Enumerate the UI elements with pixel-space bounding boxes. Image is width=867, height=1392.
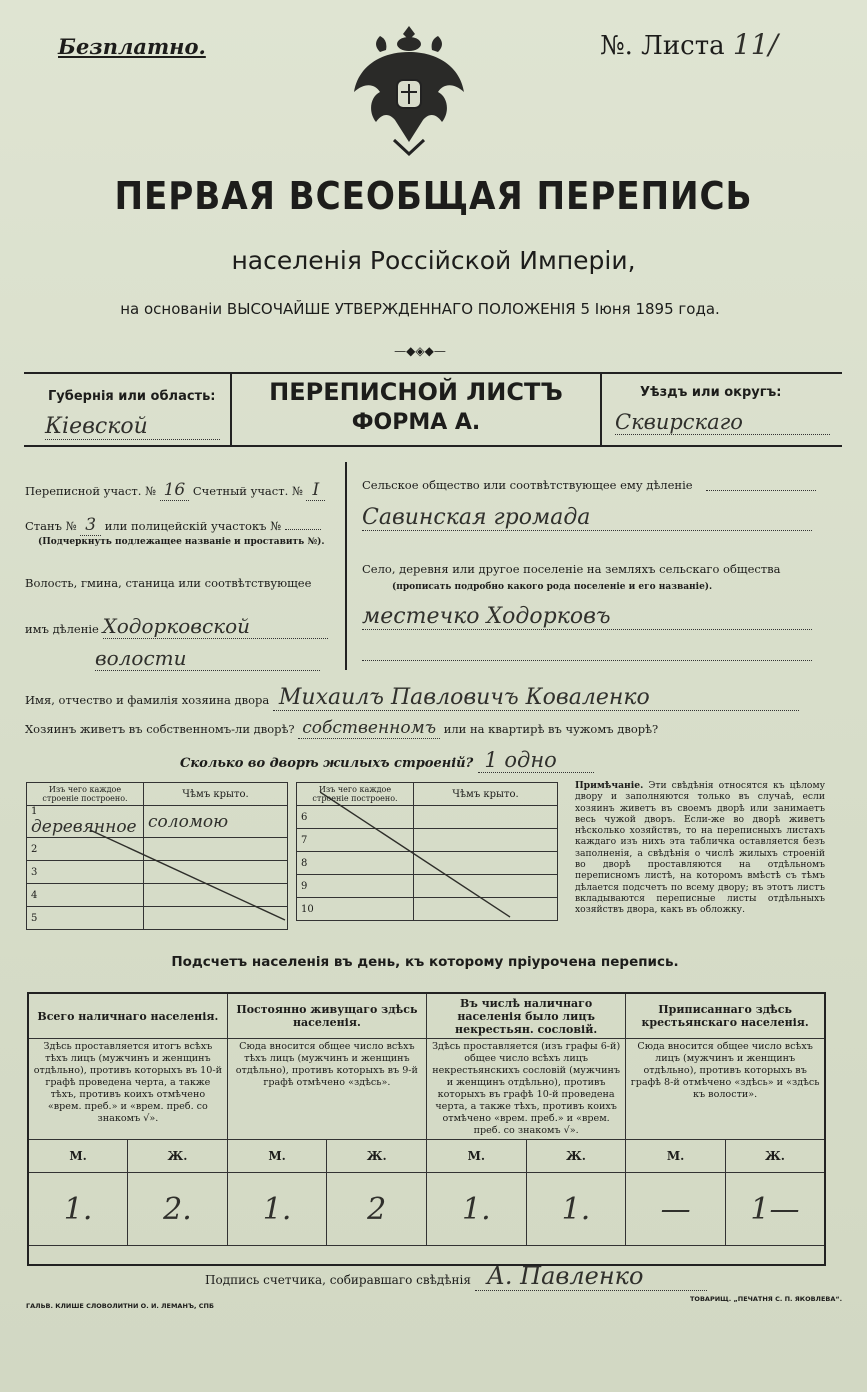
police-label: или полицейскій участокъ № — [104, 519, 282, 533]
subtitle: населенія Россійской Имперіи, — [231, 246, 636, 275]
society-value: Савинская громада — [362, 505, 812, 531]
count-label: Счетный участ. № — [192, 484, 303, 498]
uezd-value: Сквирскаго — [615, 410, 830, 435]
volost-label-2: имъ дѣленіе — [25, 622, 99, 636]
nonpeasant-f: 1. — [526, 1173, 626, 1246]
uezd-label: Уѣздъ или округъ: — [640, 385, 782, 400]
row-8: 8 — [297, 852, 414, 875]
col-nonpeasant-head: Въ числѣ наличнаго населенія было лицъ некрестьян. сословій. — [427, 993, 626, 1039]
imperial-eagle-emblem — [350, 22, 468, 157]
district-row — [25, 480, 325, 500]
sheet-number-value: 11/ — [732, 28, 778, 61]
volost-value-2: волости — [95, 646, 320, 671]
f-label-4: Ж. — [725, 1140, 825, 1173]
row-1: 1 деревянное — [27, 806, 144, 838]
volost-row — [25, 614, 328, 639]
stan-label: Станъ № — [25, 519, 77, 533]
total-m: 1. — [28, 1173, 128, 1246]
stan-value: 3 — [80, 515, 101, 536]
col-peasant-desc: Сюда вносится общее число всѣхъ лицъ (мужчинъ и женщинъ отдѣльно), противъ которыхъ въ графѣ 8-й отмѣчено «здѣсь» и «здѣсь къ волости». — [626, 1039, 825, 1140]
owner-row — [25, 685, 799, 711]
buildings-value: 1 одно — [478, 748, 594, 773]
total-f: 2. — [128, 1173, 228, 1246]
col-nonpeasant-desc: Здѣсь проставляется (изъ графы 6-й) общее число всѣхъ лицъ некрестьянскихъ сословій (мужчинъ и женщинъ отдѣльно), противъ которыхъ въ графѣ 10-й проведена черта, а также тѣхъ, противъ коихъ отмѣчено «врем. преб.» и «врем. преб. со знакомъ √». — [427, 1039, 626, 1140]
m-label-3: М. — [427, 1140, 527, 1173]
province-label: Губернія или область: — [48, 389, 216, 404]
population-title: Подсчетъ населенія въ день, къ которому пріурочена перепись. — [171, 954, 679, 970]
lives-label: Хозяинъ живетъ въ собственномъ-ли дворѣ? — [25, 722, 295, 736]
village-note: (прописать подробно какого рода поселеніе и его названіе). — [392, 582, 713, 592]
strike-line-right — [320, 792, 520, 922]
peasant-f: 1— — [725, 1173, 825, 1246]
form-title: ПЕРЕПИСНОЙ ЛИСТЪ — [269, 378, 563, 406]
col-roof-left: Чѣмъ крыто. — [144, 783, 288, 806]
resident-m: 1. — [227, 1173, 327, 1246]
footer-right: ТОВАРИЩ. „ПЕЧАТНЯ С. П. ЯКОВЛЕВА“. — [690, 1295, 843, 1303]
owner-name-value: Михаилъ Павловичъ Коваленко — [273, 685, 799, 711]
f-label-1: Ж. — [128, 1140, 228, 1173]
village-value: местечко Ходорковъ — [362, 604, 812, 630]
count-value: I — [306, 480, 325, 501]
note-block — [575, 780, 825, 916]
volost-value-1: Ходорковской — [103, 614, 328, 639]
lives-row — [25, 718, 658, 738]
district-value: 16 — [160, 480, 190, 501]
sheet-number — [600, 28, 778, 61]
ornament-divider: —◆◈◆— — [394, 344, 446, 358]
note-label: Примѣчаніе. — [575, 780, 644, 791]
owner-name-label: Имя, отчество и фамилія хозяина двора — [25, 693, 270, 707]
m-label-4: М. — [626, 1140, 726, 1173]
underline-note: (Подчеркнуть подлежащее названіе и проставить №). — [38, 537, 325, 547]
resident-f: 2 — [327, 1173, 427, 1246]
col-total-head: Всего наличнаго населенія. — [28, 993, 227, 1039]
stan-row — [25, 515, 321, 535]
col-roof-right: Чѣмъ крыто. — [414, 783, 558, 806]
signature-row — [205, 1262, 707, 1291]
society-label: Сельское общество или соотвѣтствующее ему дѣленіе — [362, 478, 693, 492]
row1-from: деревянное — [31, 817, 137, 837]
nonpeasant-m: 1. — [427, 1173, 527, 1246]
lives-label-2: или на квартирѣ въ чужомъ дворѣ? — [443, 722, 659, 736]
col-resident-desc: Сюда вносится общее число всѣхъ тѣхъ лицъ (мужчинъ и женщинъ отдѣльно), противъ которыхъ въ 9-й графѣ отмѣчено «здѣсь». — [227, 1039, 426, 1140]
volost-label: Волость, гмина, станица или соотвѣтствующее — [25, 576, 312, 590]
f-label-3: Ж. — [526, 1140, 626, 1173]
note-text: Эти свѣдѣнія относятся къ цѣлому двору и заполняются только въ случаѣ, если хозяинъ живетъ въ своемъ дворѣ или занимаетъ весь чужой дворъ. Если-же во дворѣ живетъ нѣсколько хозяйствъ, то на переписныхъ листахъ каждаго изъ нихъ эта табличка оставляется безъ заполненія, а свѣдѣнія о числѣ жилыхъ строеній во дворѣ проставляются на отдѣльномъ переписномъ листѣ, на которомъ вмѣстѣ съ тѣмъ дѣлается подсчетъ по всему двору; въ этотъ листъ вкладываются переписные листы отдѣльныхъ хозяйствъ двора, какъ въ обложку. — [575, 780, 825, 916]
col-total-desc: Здѣсь проставляется итогъ всѣхъ тѣхъ лицъ (мужчинъ и женщинъ отдѣльно), противъ которыхъ въ 10-й графѣ проведена черта, а также тѣхъ, противъ коихъ отмѣчено «врем. преб.» и «врем. преб. со знакомъ √». — [28, 1039, 227, 1140]
col-from-right: Изъ чего каждое строеніе построено. — [297, 783, 414, 806]
population-table — [27, 992, 826, 1266]
row-7: 7 — [297, 829, 414, 852]
province-value: Кіевской — [45, 414, 220, 440]
lives-value: собственномъ — [298, 718, 440, 739]
district-label: Переписной участ. № — [25, 484, 156, 498]
row-2: 2 — [27, 838, 144, 861]
row-4: 4 — [27, 884, 144, 907]
row-5: 5 — [27, 907, 144, 930]
m-label-1: М. — [28, 1140, 128, 1173]
row-3: 3 — [27, 861, 144, 884]
free-label: Безплатно. — [58, 34, 206, 59]
row-6: 6 — [297, 806, 414, 829]
basis-line: на основаніи ВЫСОЧАЙШЕ УТВЕРЖДЕННАГО ПОЛОЖЕНІЯ 5 Іюня 1895 года. — [120, 300, 720, 318]
row-9: 9 — [297, 875, 414, 898]
f-label-2: Ж. — [327, 1140, 427, 1173]
m-label-2: М. — [227, 1140, 327, 1173]
peasant-m: — — [626, 1173, 726, 1246]
signature-value: А. Павленко — [475, 1262, 707, 1291]
form-subtitle: ФОРМА А. — [351, 410, 481, 435]
signature-label: Подпись счетчика, собиравшаго свѣдѣнія — [205, 1273, 471, 1287]
col-resident-head: Постоянно живущаго здѣсь населенія. — [227, 993, 426, 1039]
main-title: ПЕРВАЯ ВСЕОБЩАЯ ПЕРЕПИСЬ — [114, 174, 753, 218]
village-label: Село, деревня или другое поселеніе на земляхъ сельскаго общества — [362, 562, 781, 576]
buildings-row — [180, 748, 594, 773]
col-peasant-head: Приписаннаго здѣсь крестьянскаго населенія. — [626, 993, 825, 1039]
footer-left: ГАЛЬВ. КЛИШЕ СЛОВОЛИТНИ О. И. ЛЕМАНЪ, СПБ — [26, 1302, 214, 1310]
sheet-number-label: №. Листа — [600, 31, 725, 61]
buildings-label: Сколько во дворѣ жилыхъ строеній? — [180, 756, 474, 771]
row-10: 10 — [297, 898, 414, 921]
col-from-left: Изъ чего каждое строеніе построено. — [27, 783, 144, 806]
row1-roof: соломою — [144, 806, 288, 838]
strike-line-left — [90, 830, 290, 924]
